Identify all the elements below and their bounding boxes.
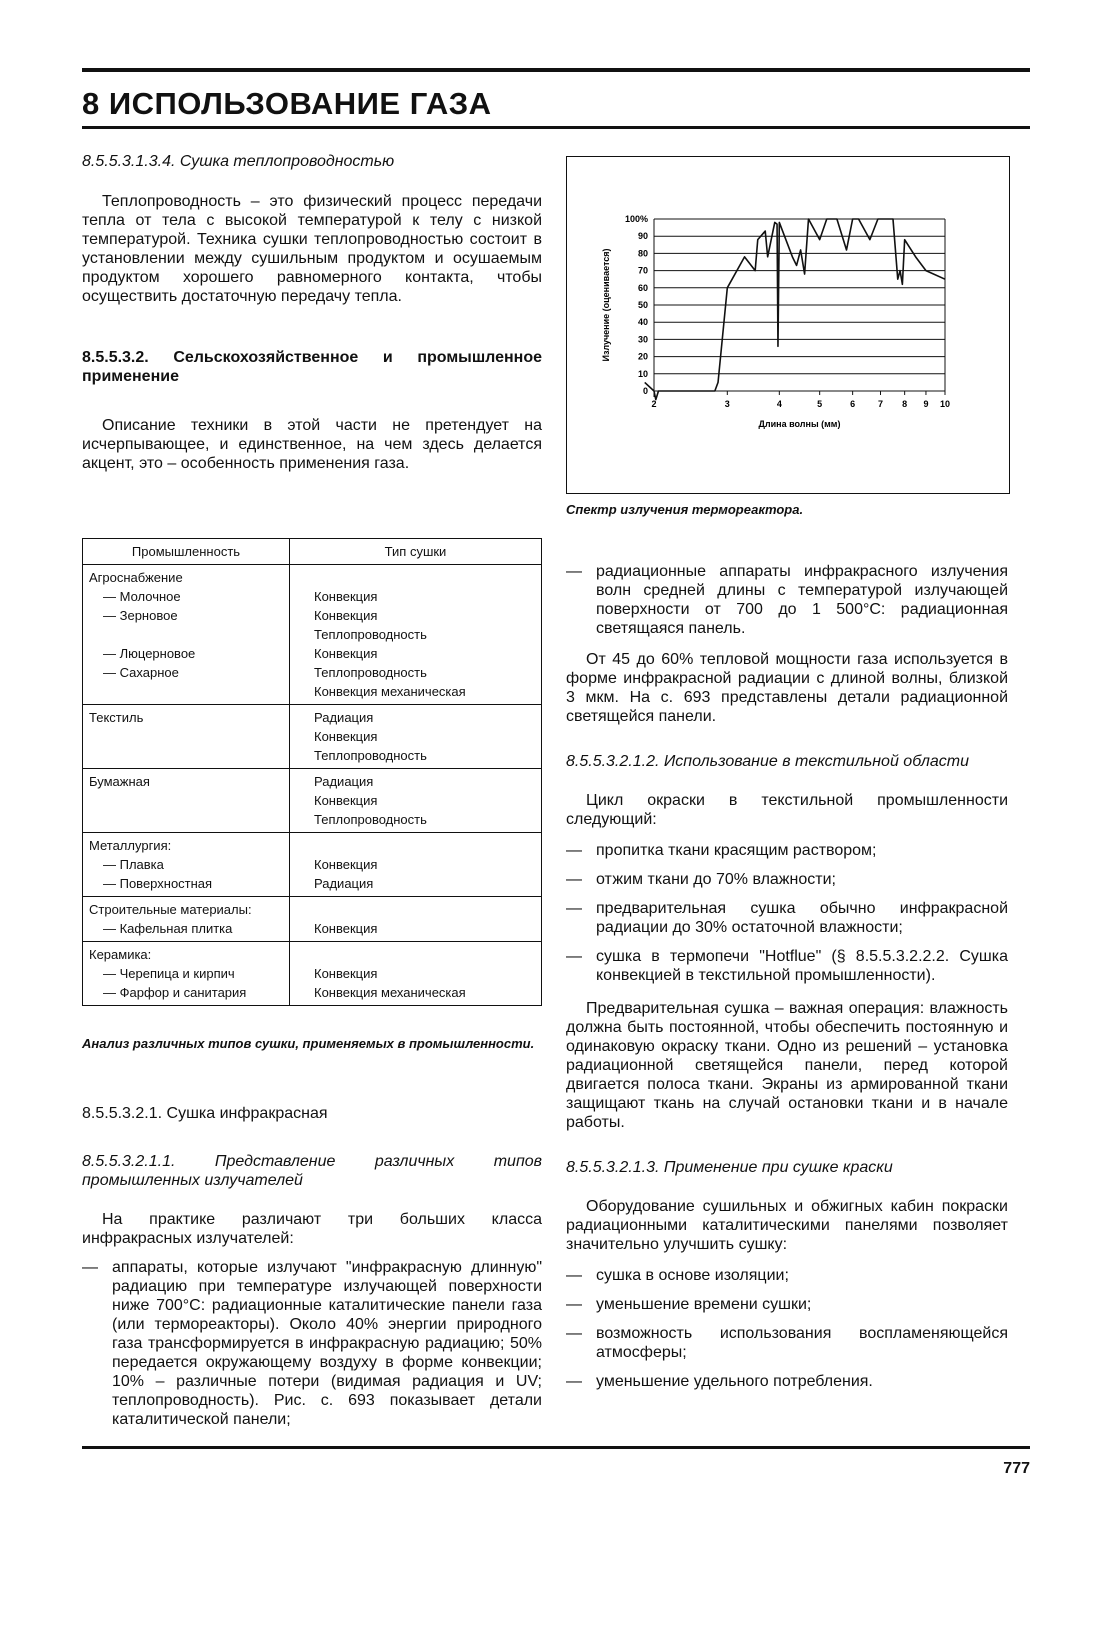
list-item [566, 1295, 1008, 1314]
industry-cell [83, 705, 290, 769]
industry-line: Строительные материалы: [89, 902, 252, 917]
x-tick-label: 8 [902, 399, 908, 409]
drying-type-line: Теплопроводность [314, 627, 427, 642]
industry-cell [83, 942, 290, 1006]
drying-type-cell [290, 769, 542, 833]
table-row [83, 705, 542, 769]
bullet-text: аппараты, которые излучают "инфракрасную длинную" радиацию при температуре излучающей поверхности ниже 700°С: радиационные каталитические панели газа (или термореакторы). Около 40% энергии природного газа трансформируется в инфракрасную радиацию; 50% передается окружающему воздуху в форме конвекции; 10% – различные потери (видимая радиация и UV; теплопроводность). Рис. с. 693 показывает детали каталитической панели; [112, 1259, 542, 1428]
list-item [566, 1324, 1008, 1362]
list-item-text: отжим ткани до 70% влажности; [596, 871, 836, 888]
x-tick-label: 7 [878, 399, 884, 409]
x-tick-label: 10 [939, 399, 951, 409]
industry-line: — Люцерновое [103, 646, 196, 661]
dash-mark: — [566, 1296, 582, 1313]
industry-cell [83, 833, 290, 897]
industry-line: — Плавка [103, 857, 164, 872]
spectrum-chart-frame [566, 156, 1010, 494]
bullet-luminous-panel: радиационные аппараты инфракрасного излучения волн средней длины с температурой излучающей поверхности от 700 до 1 500°С: радиационная светящаяся панель. [596, 563, 1008, 637]
page-number: 777 [1003, 1460, 1030, 1477]
paragraph-paint-booths: Оборудование сушильных и обжигных кабин покраски радиационными каталитическими панелями позволяет значительно улучшить сушку: [566, 1198, 1008, 1253]
industry-line [89, 791, 283, 810]
list-item-text: сушка в основе изоляции; [596, 1267, 789, 1284]
y-tick-label: 20 [637, 351, 648, 362]
drying-type-line: Конвекция механическая [314, 985, 466, 1000]
industry-line [89, 727, 283, 746]
chart-caption: Спектр излучения термореактора. [566, 502, 804, 517]
dash-mark: — [566, 1325, 582, 1342]
table-row [83, 565, 542, 705]
y-tick-label: 10 [637, 368, 648, 379]
list-item-text: возможность использования воспламеняющейся атмосферы; [596, 1325, 1008, 1361]
industry-line: — Кафельная плитка [103, 921, 233, 936]
industry-line [89, 810, 283, 829]
dash-mark: — [566, 948, 582, 965]
drying-type-line: Теплопроводность [314, 665, 427, 680]
drying-types-table [82, 538, 542, 1006]
drying-type-cell [290, 565, 542, 705]
dash-mark: — [566, 842, 582, 859]
bullet-emitters [82, 1258, 542, 1439]
dash-mark: — [566, 1267, 582, 1284]
list-item-text: предварительная сушка обычно инфракрасной радиации до 30% остаточной влажности; [596, 900, 1008, 936]
industry-line [89, 682, 283, 701]
paragraph-conduction: Теплопроводность – это физический процесс передачи тепла от тела с высокой температурой к телу с низкой температурой. Техника сушки теплопроводностью состоит в установлении между сушильным продуктом и осушаемым продуктом хорошего равномерного контакта, чтобы осуществить достаточную передачу тепла. [82, 193, 542, 305]
y-tick-label: 80 [637, 248, 648, 259]
drying-type-line: Радиация [314, 710, 374, 725]
drying-type-line: Теплопроводность [314, 748, 427, 763]
y-tick-label: 0 [642, 386, 648, 396]
industry-line: Агроснабжение [89, 570, 183, 585]
industry-line: — Черепица и кирпич [103, 966, 235, 981]
y-tick-label: 40 [637, 317, 648, 328]
drying-type-line: Конвекция [314, 608, 378, 623]
dye-cycle-list [566, 841, 1008, 985]
drying-type-line [296, 900, 535, 919]
list-item [566, 1266, 1008, 1285]
drying-type-cell [290, 897, 542, 942]
list-item-text: уменьшение удельного потребления. [596, 1373, 873, 1390]
y-tick-label: 70 [637, 265, 648, 276]
paragraph-emitters: На практике различают три больших класса инфракрасных излучателей: [82, 1211, 542, 1247]
drying-type-line: Конвекция [314, 793, 378, 808]
list-item-text: уменьшение времени сушки; [596, 1296, 812, 1313]
drying-type-line: Конвекция [314, 729, 378, 744]
industry-line: — Поверхностная [103, 876, 213, 891]
x-tick-label: 2 [651, 399, 657, 409]
paragraph-applications: Описание техники в этой части не претендует на исчерпывающее, и единственное, на чем здесь делается акцент, это – особенность применения газа. [82, 417, 542, 472]
y-tick-label: 50 [637, 300, 648, 310]
y-axis-label: Излучение (оценивается) [601, 248, 611, 362]
drying-type-line: Радиация [314, 876, 374, 891]
industry-line: Керамика: [89, 947, 152, 962]
right-column [566, 562, 1008, 1401]
drying-type-line [296, 945, 535, 964]
table-row [83, 942, 542, 1006]
dash-mark: — [566, 1373, 582, 1390]
x-tick-label: 3 [724, 399, 730, 409]
paragraph-dye-cycle: Цикл окраски в текстильной промышленности следующий: [566, 792, 1008, 828]
section-heading-textile: 8.5.5.3.2.1.2. Использование в текстильной области [566, 753, 969, 770]
industry-line: — Сахарное [103, 665, 179, 680]
drying-type-line: Конвекция [314, 857, 378, 872]
top-rule-thin [82, 126, 1030, 129]
section-heading-infrared: 8.5.5.3.2.1. Сушка инфракрасная [82, 1105, 328, 1122]
list-item [566, 841, 1008, 860]
dash-mark: — [566, 900, 582, 917]
y-tick-label: 30 [637, 334, 648, 345]
table-row [83, 897, 542, 942]
list-item [566, 1372, 1008, 1391]
drying-type-line: Конвекция [314, 966, 378, 981]
table-header-industry: Промышленность [83, 539, 290, 565]
table-header-drying-type: Тип сушки [290, 539, 542, 565]
bottom-rule [82, 1446, 1030, 1449]
y-tick-label: 60 [637, 282, 648, 293]
drying-type-cell [290, 942, 542, 1006]
drying-type-line: Конвекция [314, 921, 378, 936]
y-tick-label: 90 [637, 231, 648, 242]
section-heading-conduction: 8.5.5.3.1.3.4. Сушка теплопроводностью [82, 153, 395, 170]
spectrum-chart [567, 157, 1009, 493]
section-heading-paint: 8.5.5.3.2.1.3. Применение при сушке краски [566, 1159, 893, 1176]
section-heading-emitters-text: 8.5.5.3.2.1.1. Представление различных типов промышленных излучателей [82, 1153, 542, 1189]
drying-type-line: Конвекция [314, 646, 378, 661]
drying-type-cell [290, 833, 542, 897]
paragraph-predrying: Предварительная сушка – важная операция: влажность должна быть постоянной, чтобы обеспечить постоянную и одинаковую окраску ткани. Одно из решений – установка радиационной светящейся панели, перед которой двигается полоса ткани. Экраны из армированной ткани защищают ткань на случай остановки ткани и в начале работы. [566, 1000, 1008, 1131]
drying-type-cell [290, 705, 542, 769]
drying-type-line: Конвекция механическая [314, 684, 466, 699]
drying-type-line: Радиация [314, 774, 374, 789]
industry-cell [83, 897, 290, 942]
industry-line: — Молочное [103, 589, 181, 604]
section-heading-emitters [82, 1152, 542, 1190]
industry-line [89, 746, 283, 765]
page-title: 8 ИСПОЛЬЗОВАНИЕ ГАЗА [82, 86, 492, 121]
dash-mark: — [566, 871, 582, 888]
x-tick-label: 9 [923, 399, 929, 409]
paragraph-power-share: От 45 до 60% тепловой мощности газа используется в форме инфракрасной радиации с длиной волны, близкой 3 мкм. На с. 693 представлены детали радиационной светящейся панели. [566, 651, 1008, 725]
list-item [566, 870, 1008, 889]
industry-line [89, 625, 283, 644]
x-tick-label: 5 [817, 399, 823, 409]
industry-cell [83, 769, 290, 833]
drying-type-line [296, 568, 535, 587]
x-tick-label: 6 [850, 399, 856, 409]
table-row [83, 769, 542, 833]
dash-mark: — [566, 563, 582, 580]
drying-type-line: Конвекция [314, 589, 378, 604]
drying-type-line: Теплопроводность [314, 812, 427, 827]
y-tick-label: 100% [624, 214, 648, 224]
table-row [83, 833, 542, 897]
x-axis-label: Длина волны (мм) [758, 419, 841, 429]
industry-line: — Фарфор и санитария [103, 985, 247, 1000]
list-item [566, 899, 1008, 937]
dash-mark: — [82, 1259, 98, 1276]
industry-line: — Зерновое [103, 608, 178, 623]
list-item [566, 947, 1008, 985]
list-item-text: пропитка ткани красящим раствором; [596, 842, 877, 859]
industry-line: Металлургия: [89, 838, 172, 853]
top-rule-thick [82, 68, 1030, 72]
table-caption: Анализ различных типов сушки, применяемых в промышленности. [82, 1036, 535, 1051]
section-heading-applications: 8.5.5.3.2. Сельскохозяйственное и промышленное применение [82, 349, 542, 385]
industry-cell [83, 565, 290, 705]
industry-line: Бумажная [89, 774, 150, 789]
industry-line: Текстиль [89, 710, 144, 725]
drying-type-line [296, 836, 535, 855]
x-tick-label: 4 [776, 399, 782, 409]
paint-benefits-list [566, 1266, 1008, 1391]
list-item-text: сушка в термопечи "Hotflue" (§ 8.5.5.3.2.2.2. Сушка конвекцией в текстильной промышленности). [596, 948, 1008, 984]
